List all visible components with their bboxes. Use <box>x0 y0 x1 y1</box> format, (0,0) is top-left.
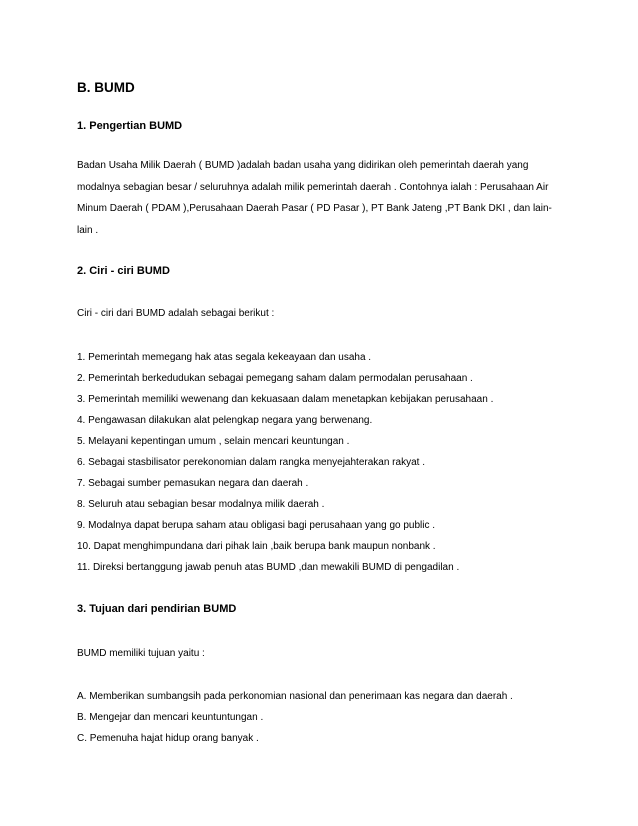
section-heading-ciri: 2. Ciri - ciri BUMD <box>77 265 170 277</box>
list-item: 11. Direksi bertanggung jawab penuh atas BUMD ,dan mewakili BUMD di pengadilan . <box>77 562 460 573</box>
section-intro-tujuan: BUMD memiliki tujuan yaitu : <box>77 648 205 659</box>
list-item: C. Pemenuha hajat hidup orang banyak . <box>77 733 259 744</box>
list-item: 5. Melayani kepentingan umum , selain mencari keuntungan . <box>77 436 350 447</box>
list-item: 6. Sebagai stasbilisator perekonomian dalam rangka menyejahterakan rakyat . <box>77 457 425 468</box>
list-item: 1. Pemerintah memegang hak atas segala kekeayaan dan usaha . <box>77 352 372 363</box>
section-paragraph-pengertian: Badan Usaha Milik Daerah ( BUMD )adalah badan usaha yang didirikan oleh pemerintah daerah yang modalnya sebagian besar / seluruhnya adalah milik pemerintah daerah . Contohnya ialah : Perusahaan Air Minum Daerah ( PDAM ),Perusahaan Daerah Pasar ( PD Pasar ), PT Bank Jateng ,PT Bank DKI , dan lain-lain . <box>77 160 552 236</box>
list-item: 10. Dapat menghimpundana dari pihak lain ,baik berupa bank maupun nonbank . <box>77 541 436 552</box>
list-item: 9. Modalnya dapat berupa saham atau obligasi bagi perusahaan yang go public . <box>77 520 436 531</box>
list-item: 8. Seluruh atau sebagian besar modalnya milik daerah . <box>77 499 325 510</box>
list-item: A. Memberikan sumbangsih pada perkonomian nasional dan penerimaan kas negara dan daerah . <box>77 691 513 702</box>
list-item: B. Mengejar dan mencari keuntuntungan . <box>77 712 264 723</box>
list-item: 7. Sebagai sumber pemasukan negara dan daerah . <box>77 478 309 489</box>
list-item: 3. Pemerintah memiliki wewenang dan kekuasaan dalam menetapkan kebijakan perusahaan . <box>77 394 494 405</box>
document-title: B. BUMD <box>77 80 135 95</box>
section-heading-tujuan: 3. Tujuan dari pendirian BUMD <box>77 603 237 615</box>
section-heading-pengertian: 1. Pengertian BUMD <box>77 120 183 132</box>
list-item: 2. Pemerintah berkedudukan sebagai pemegang saham dalam permodalan perusahaan . <box>77 373 473 384</box>
list-item: 4. Pengawasan dilakukan alat pelengkap negara yang berwenang. <box>77 415 373 426</box>
section-intro-ciri: Ciri - ciri dari BUMD adalah sebagai berikut : <box>77 308 275 319</box>
